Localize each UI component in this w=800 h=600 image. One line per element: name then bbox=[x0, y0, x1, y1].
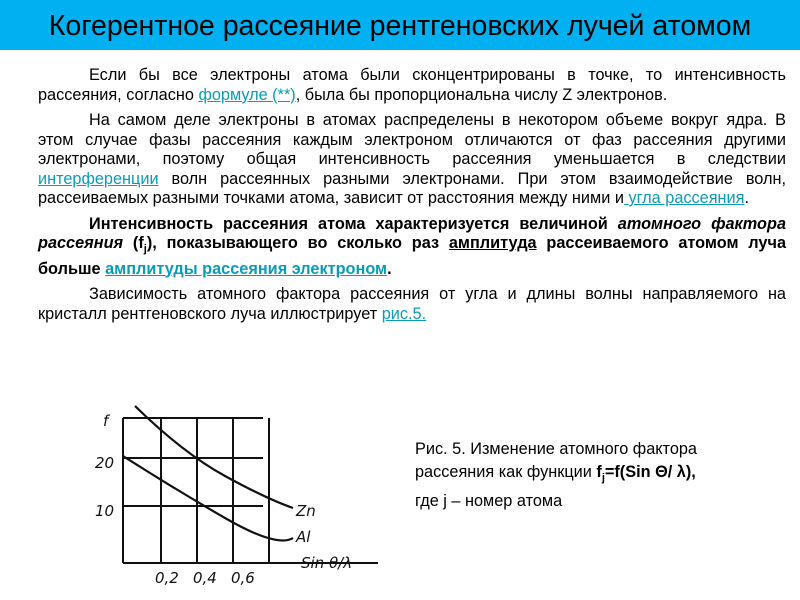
p3-bold-3: ), показывающего во сколько раз bbox=[146, 234, 449, 252]
atomic-factor-figure bbox=[93, 398, 393, 593]
x-tick-0-6: 0,6 bbox=[231, 569, 255, 587]
caption-subscript: j bbox=[601, 472, 605, 484]
y-tick-20: 20 bbox=[95, 454, 115, 472]
p3-italic: атомного фактора рассеяния bbox=[38, 214, 786, 252]
al-label: Al bbox=[296, 528, 311, 546]
p3-bold-2: (f bbox=[123, 234, 144, 252]
x-axis-label: Sin θ/λ bbox=[301, 554, 353, 572]
p3-bold-1: Интенсивность рассеяния атома характеризуется величиной bbox=[89, 214, 618, 233]
x-tick-0-2: 0,2 bbox=[155, 569, 179, 587]
zn-label: Zn bbox=[296, 502, 316, 520]
figure-caption bbox=[415, 438, 775, 513]
p4-text-1: Зависимость атомного фактора рассеяния от угла и длины волны направляемого на кристалл рентгеновского луча иллюстрирует bbox=[38, 285, 786, 323]
electron-amplitude-link[interactable]: амплитуды рассеяния электроном bbox=[105, 259, 388, 278]
slide-title: Когерентное рассеяние рентгеновских лучей атомом bbox=[48, 10, 752, 42]
interference-link[interactable]: интерференции bbox=[38, 169, 159, 188]
scattering-angle-link[interactable]: угла рассеяния bbox=[623, 189, 745, 207]
paragraph-3 bbox=[38, 215, 786, 280]
amplitude-term: амплитуда bbox=[448, 234, 537, 252]
caption-text-2: где j – номер атома bbox=[415, 492, 563, 510]
paragraph-4 bbox=[38, 285, 786, 324]
p3-bold-5: . bbox=[387, 259, 392, 278]
p2-text-3: . bbox=[744, 189, 749, 207]
x-tick-0-4: 0,4 bbox=[193, 569, 217, 587]
paragraph-2 bbox=[38, 111, 786, 209]
p3-subscript: j bbox=[143, 243, 147, 255]
y-axis-label: f bbox=[103, 412, 109, 430]
caption-f: f bbox=[596, 463, 602, 481]
paragraph-1 bbox=[38, 66, 786, 105]
caption-formula: =f(Sin Θ/ λ), bbox=[604, 463, 696, 481]
formula-link[interactable]: формуле (**) bbox=[198, 85, 296, 104]
p1-text-1: Если бы все электроны атома были сконцентрированы в точке, то интенсивность рассеяния, согласно bbox=[38, 66, 786, 104]
caption-text-1: Рис. 5. Изменение атомного фактора рассеяния как функции bbox=[415, 440, 697, 481]
figure-5-link[interactable]: рис.5. bbox=[381, 304, 427, 323]
y-tick-10: 10 bbox=[95, 502, 115, 520]
p2-text-2: волн рассеянных разными электронами. При этом взаимодействие волн, рассеиваемых разными точками атома, зависит от расстояния между ними и bbox=[38, 169, 786, 207]
p1-text-2: , была бы пропорциональна числу Z электронов. bbox=[295, 85, 668, 104]
slide-content bbox=[38, 66, 786, 330]
p3-bold-4: рассеиваемого атомом луча больше bbox=[38, 234, 786, 278]
p2-text-1: На самом деле электроны в атомах распределены в некотором объеме вокруг ядра. В этом случае фазы рассеяния каждым электроном отличаются от фаз рассеяния другими электронами, поэтому общая интенсивность рассеяния уменьшается в следствии bbox=[38, 111, 786, 168]
